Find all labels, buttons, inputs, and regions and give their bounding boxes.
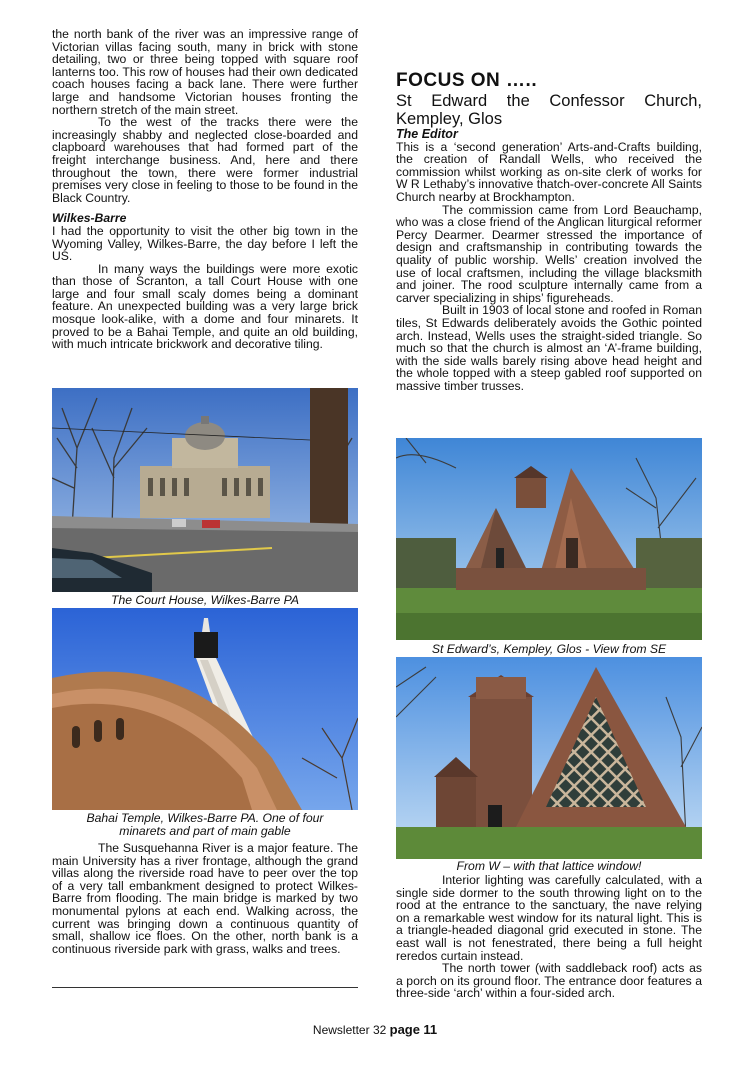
- bahai-caption-line-2: minarets and part of main gable: [119, 824, 291, 838]
- page-number: 11: [423, 1022, 438, 1037]
- page-footer: [0, 1022, 750, 1037]
- wilkes-barre-subheading: Wilkes-Barre: [52, 211, 127, 226]
- left-paragraph-3: I had the opportunity to visit the other big town in the Wyoming Valley, Wilkes-Barre, the day before I left the US.: [52, 223, 358, 264]
- church-se-caption: St Edward’s, Kempley, Glos - View from SE: [431, 642, 667, 656]
- right-paragraph-2: The commission came from Lord Beauchamp, who was a close friend of the Anglican liturgical reformer Percy Dearmer. Dearmer stressed the importance of design and craftsmanship in contributing towards the quality of public worship. Wells’ creation involved the use of local craftsmen, including the village blacksmith and joiner. The rood sculpture internally came from a carver specializing in ships’ figureheads.: [396, 202, 702, 305]
- left-paragraph-5: The Susquehanna River is a major feature. The main University has a river frontage, although the grand villas along the riverside road have to peer over the top of a very tall embankment designed to protect Wilkes-Barre from flooding. The main bridge is marked by two monumental pylons at each end. Walking across, the current was bringing down a continuous quantity of small, shallow ice floes. On the other, north bank is a continuous riverside park with grass, walks and trees.: [52, 841, 358, 956]
- court-house-photo: [52, 388, 358, 592]
- left-column-bottom: [52, 842, 358, 955]
- bahai-temple-photo: [52, 608, 358, 810]
- church-west-photo: [396, 657, 702, 859]
- page-word: page: [389, 1022, 420, 1037]
- newsletter-label: Newsletter 32: [312, 1023, 387, 1037]
- focus-on-heading: FOCUS ON …..: [396, 70, 538, 91]
- right-column-top: [396, 70, 702, 392]
- column-end-rule: [52, 987, 358, 988]
- right-paragraph-5: The north tower (with saddleback roof) acts as a porch on its ground floor. The entrance door features a three-side ‘arch’ within a four-sided arch.: [396, 961, 702, 1001]
- right-paragraph-3: Built in 1903 of local stone and roofed in Roman tiles, St Edwards deliberately avoids the Gothic pointed arch. Instead, Wells uses the straight-sided triangle. So much so that the church is almost an ‘A’-frame building, with the side walls barely rising above head height and the whole topped with a steep gabled roof supported on massive timber trusses.: [396, 303, 702, 393]
- church-west-caption: From W – with that lattice window!: [456, 859, 642, 873]
- bahai-caption-line-1: Bahai Temple, Wilkes-Barre PA. One of four: [86, 811, 324, 825]
- left-paragraph-1: the north bank of the river was an impressive range of Victorian villas facing south, many in brick with stone detailing, two or three being topped with square roof lanterns too. This row of houses had their own dedicated coach houses facing a back lane. There were further large and handsome Victorian houses fronting the northern stretch of the main street.: [52, 27, 358, 117]
- author-byline: The Editor: [396, 127, 458, 141]
- court-house-caption: The Court House, Wilkes-Barre PA: [111, 593, 299, 607]
- left-paragraph-2: To the west of the tracks there were the increasingly shabby and neglected close-boarded and clapboard warehouses that had formed part of the freight interchange business. And, here and there throughout the town, there were former industrial premises very close in feeling to those to be found in the Black Country.: [52, 115, 358, 205]
- left-column-top: [52, 28, 358, 351]
- left-paragraph-4: In many ways the buildings were more exotic than those of Scranton, a tall Court House with one large and four small scaly domes being a dominant feature. An unexpected building was a very large brick mosque look-alike, with a dome and four minarets. It proved to be a Bahai Temple, and quite an old building, with much intricate brickwork and decorative tiling.: [52, 261, 358, 352]
- right-paragraph-1: This is a ‘second generation’ Arts-and-Crafts building, the creation of Randall Wells, who received the commission whilst working as on-site clerk of works for W R Lethaby’s innovative thatch-over-concrete All Saints Church nearby at Brockhampton.: [396, 139, 702, 204]
- church-title: St Edward the Confessor Church, Kempley, Glos: [396, 92, 702, 128]
- right-paragraph-4: Interior lighting was carefully calculated, with a single side dormer to the south throwing light on to the rood at the entrance to the sanctuary, the nave relying on a remarkable west window for its natural light. This is a triangle-headed diagonal grid executed in stone. The east wall is not fenestrated, there being a full height reredos curtain instead.: [396, 873, 702, 963]
- right-column-bottom: [396, 874, 702, 1000]
- bahai-temple-caption: [52, 812, 358, 838]
- church-se-photo: [396, 438, 702, 640]
